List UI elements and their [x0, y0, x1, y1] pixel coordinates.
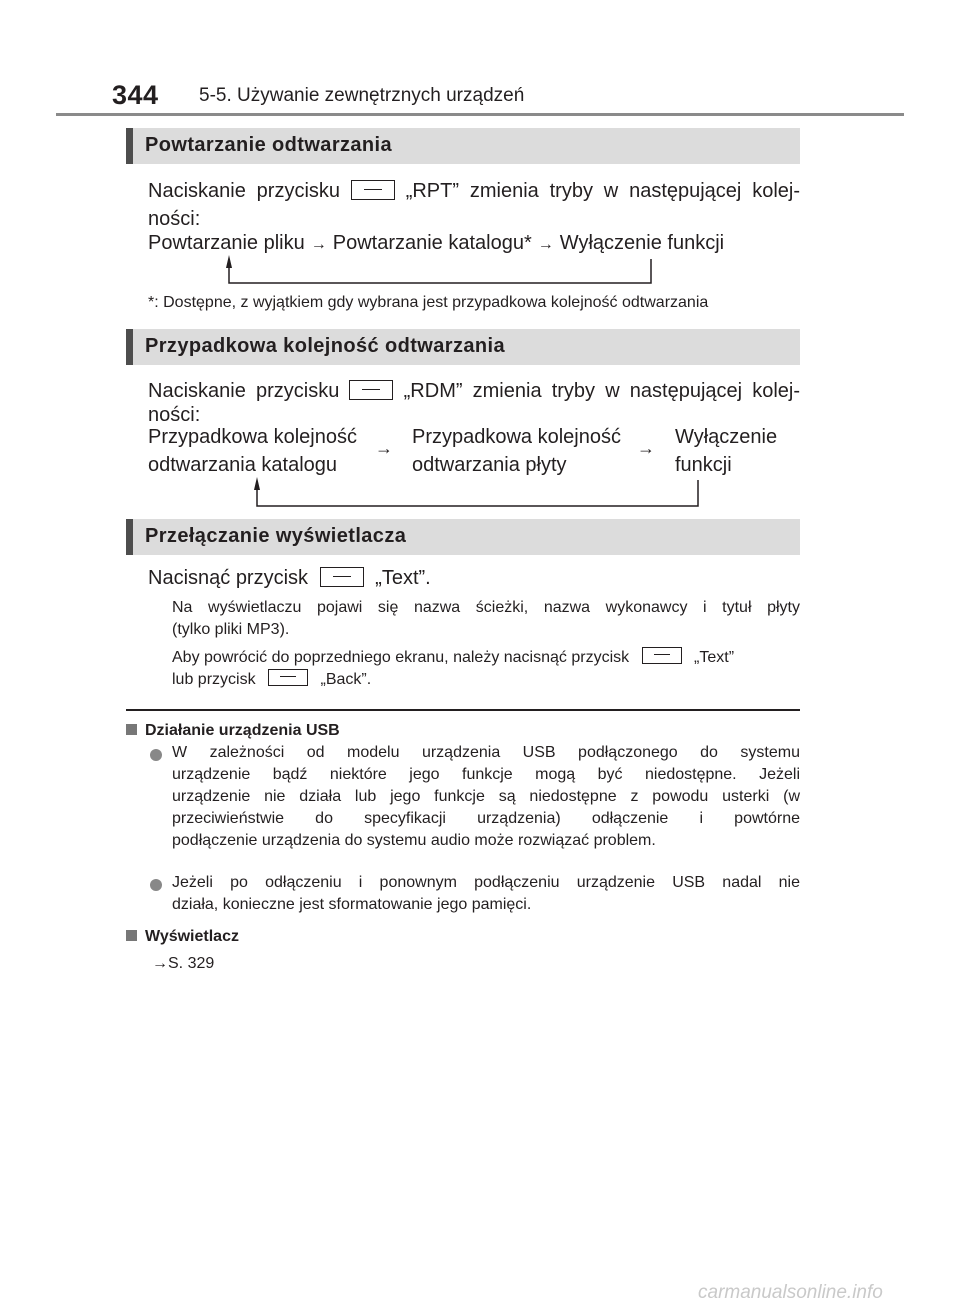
usb-bullet-2 [172, 872, 800, 916]
text-segment: „RDM” zmienia tryby w następującej kolej- [403, 380, 801, 402]
random-paragraph-line2: ności: [148, 404, 201, 426]
text-segment: „RPT” zmienia tryby w następującej kolej- [405, 180, 800, 202]
button-icon [642, 647, 682, 664]
display-note-2-line1 [172, 647, 734, 669]
text-segment: „Text”. [375, 567, 431, 589]
section-title: Przypadkowa kolejność odtwarzania [145, 335, 505, 357]
display-page-reference[interactable] [152, 953, 214, 975]
text-segment: „Text” [694, 649, 735, 666]
text-segment: Naciskanie przycisku [148, 180, 341, 202]
sequence-item: Powtarzanie pliku [148, 232, 305, 254]
bullet-line: W zależności od modelu urządzenia USB podłączonego do systemu [172, 744, 800, 761]
button-icon [320, 567, 364, 587]
arrow-right-icon: → [375, 438, 393, 458]
sequence-item: Wyłączenie funkcji [559, 232, 725, 254]
display-note-2-line2 [172, 669, 371, 691]
display-heading [126, 926, 239, 948]
text-segment: lub przycisk [172, 671, 256, 688]
arrow-right-icon: → [152, 955, 168, 972]
repeat-paragraph-line2: ności: [148, 208, 201, 230]
display-instruction [148, 564, 431, 592]
button-icon [268, 669, 308, 686]
watermark: carmanualsonline.info [698, 1282, 883, 1303]
page-number: 344 [112, 80, 159, 110]
bullet-line: podłączenie urządzenia do systemu audio może rozwiązać problem. [172, 832, 656, 849]
text-segment: Naciskanie przycisku [148, 380, 340, 402]
display-note-1-line1: Na wyświetlaczu pojawi się nazwa ścieżki, nazwa wykonawcy i tytuł płyty [172, 599, 800, 616]
section-title: Przełączanie wyświetlacza [145, 525, 407, 547]
bullet-line: działa, konieczne jest sformatowanie jego pamięci. [172, 896, 532, 913]
section-divider [126, 709, 800, 711]
text-segment: Aby powrócić do poprzedniego ekranu, należy nacisnąć przycisk [172, 649, 630, 666]
text-segment: Nacisnąć przycisk [148, 567, 309, 589]
bullet-line: urządzenie bądź niektóre jego funkcje mogą być niedostępne. Jeżeli [172, 766, 800, 783]
heading-text: Działanie urządzenia USB [145, 722, 340, 739]
bullet-line: urządzenie nie działa lub jego funkcje są niedostępne z powodu usterki (w [172, 788, 800, 805]
sequence-line: odtwarzania płyty [412, 454, 567, 476]
text-segment: „Back”. [320, 671, 372, 688]
repeat-footnote: *: Dostępne, z wyjątkiem gdy wybrana jest przypadkowa kolejność odtwarzania [148, 294, 709, 311]
square-bullet-icon [126, 724, 137, 735]
round-bullet-icon [150, 748, 162, 766]
usb-heading [126, 720, 340, 742]
arrow-right-icon: → [637, 438, 655, 458]
sequence-line: Przypadkowa kolejność [412, 426, 621, 448]
arrow-right-icon: → [537, 236, 554, 253]
chapter-title: 5-5. Używanie zewnętrznych urządzeń [199, 85, 525, 106]
section-header-display [126, 519, 800, 555]
sequence-line: Przypadkowa kolejność [148, 426, 357, 448]
sequence-item: Powtarzanie katalogu* [332, 232, 532, 254]
arrow-right-icon: → [310, 236, 327, 253]
display-note-1-line2: (tylko pliki MP3). [172, 621, 290, 638]
sequence-line: Wyłączenie [675, 426, 778, 448]
sequence-line: odtwarzania katalogu [148, 454, 338, 476]
heading-text: Wyświetlacz [145, 928, 239, 945]
sequence-line: funkcji [675, 454, 732, 476]
reference-text: S. 329 [168, 955, 215, 972]
round-bullet-icon [150, 878, 162, 896]
square-bullet-icon [126, 930, 137, 941]
section-title: Powtarzanie odtwarzania [145, 134, 393, 156]
usb-bullet-1 [172, 742, 800, 852]
bullet-line: Jeżeli po odłączeniu i ponownym podłączeniu urządzenie USB nadal nie [172, 874, 800, 891]
bullet-line: przeciwieństwie do specyfikacji urządzenia) odłączenie i powtórne [172, 810, 800, 827]
